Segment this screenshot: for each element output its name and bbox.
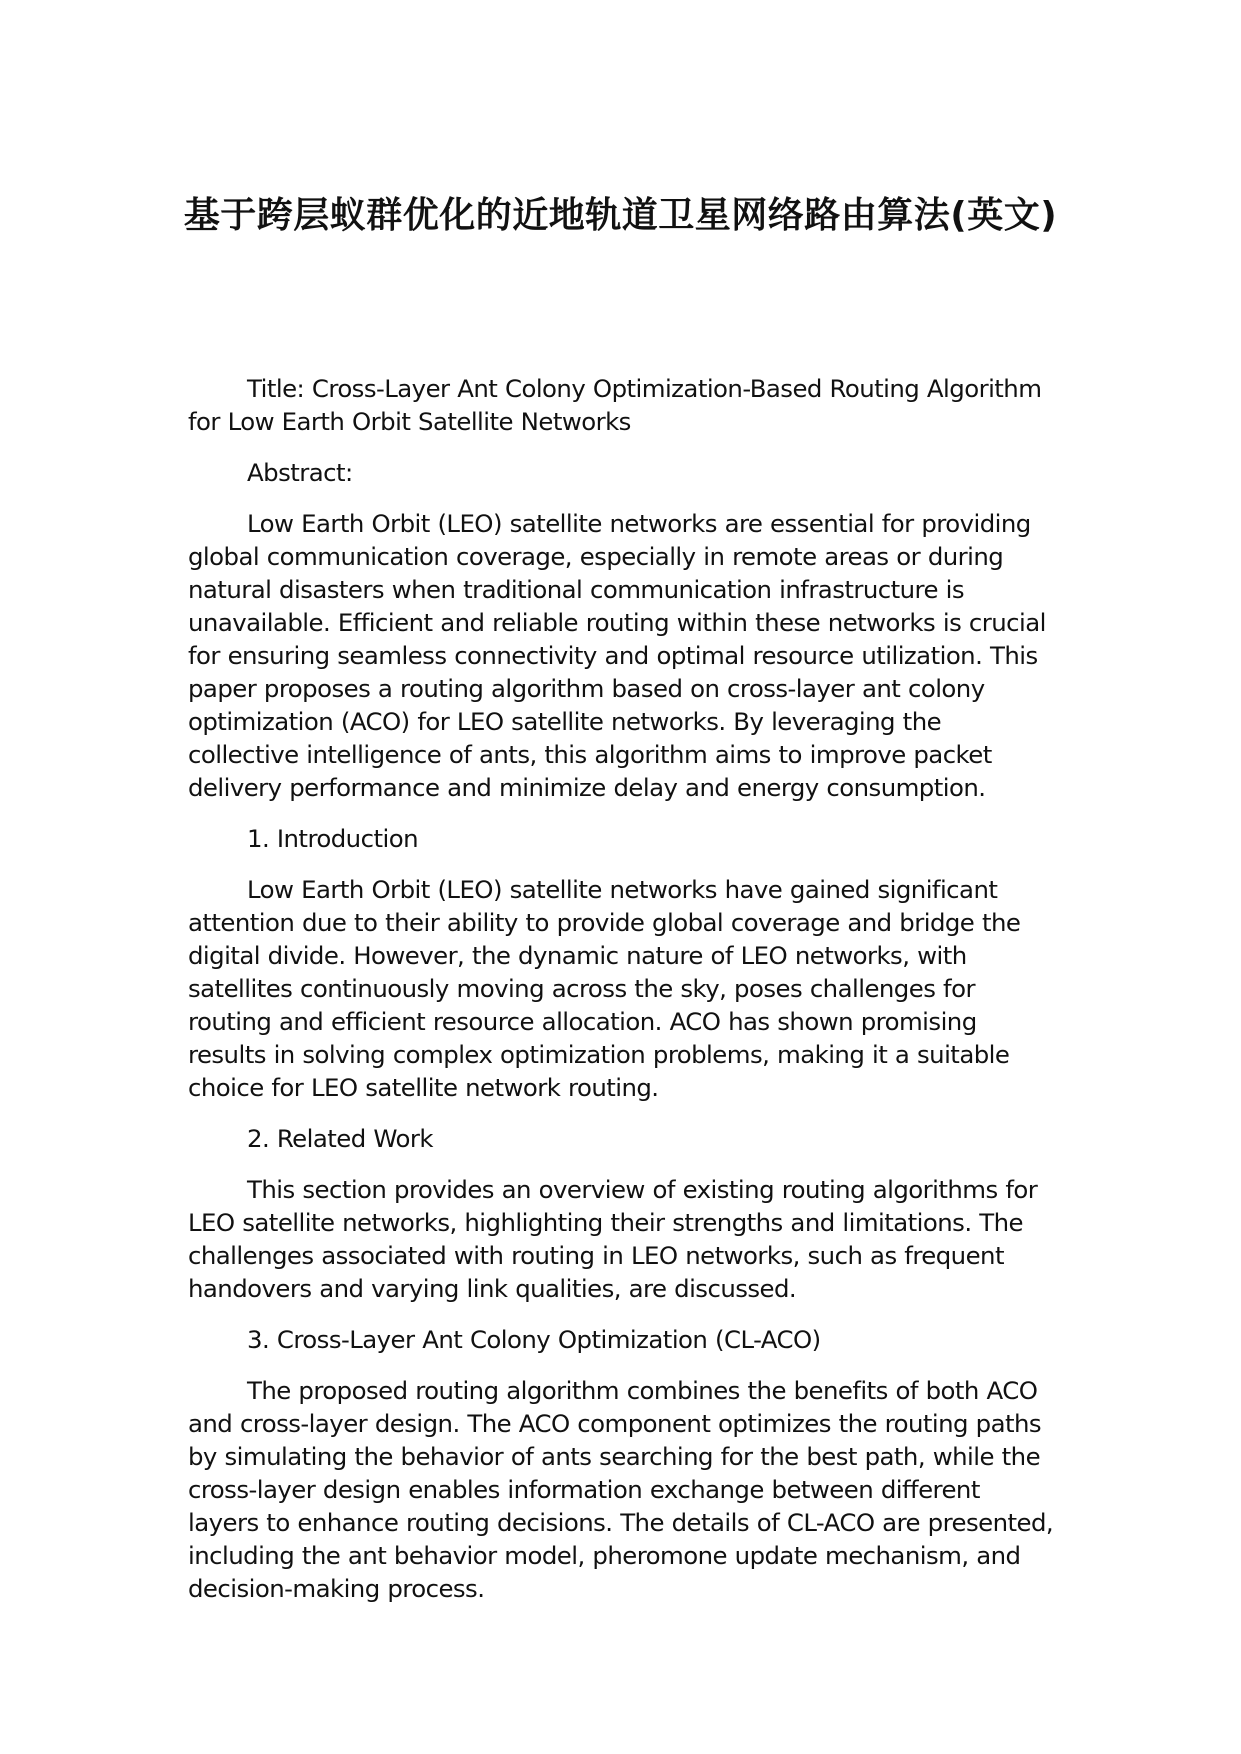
document-title: 基于跨层蚁群优化的近地轨道卫星网络路由算法(英文) bbox=[183, 195, 1058, 236]
abstract-paragraph: Low Earth Orbit (LEO) satellite networks are essential for providing global communication coverage, especially in remote areas or during natural disasters when traditional communication infrastructure is unavailable. Efficient and reliable routing within these networks is crucial for ensuring seamless connectivity and optimal resource utilization. This paper proposes a routing algorithm based on cross-layer ant colony optimization (ACO) for LEO satellite networks. By leveraging the collective intelligence of ants, this algorithm aims to improve packet delivery performance and minimize delay and energy consumption. bbox=[188, 509, 1046, 802]
section-paragraph-introduction: Low Earth Orbit (LEO) satellite networks have gained significant attention due to their ability to provide global coverage and bridge the digital divide. However, the dynamic nature of LEO networks, with satellites continuously moving across the sky, poses challenges for routing and efficient resource allocation. ACO has shown promising results in solving complex optimization problems, making it a suitable choice for LEO satellite network routing. bbox=[188, 875, 1021, 1102]
section-paragraph-cl-aco: The proposed routing algorithm combines the benefits of both ACO and cross-layer design. The ACO component optimizes the routing paths by simulating the behavior of ants searching for the best path, while the cross-layer design enables information exchange between different layers to enhance routing decisions. The details of CL-ACO are presented, including the ant behavior model, pheromone update mechanism, and decision-making process. bbox=[188, 1376, 1054, 1603]
english-title: Title: Cross-Layer Ant Colony Optimization-Based Routing Algorithm for Low Earth Orbit Satellite Networks bbox=[188, 374, 1042, 436]
section-heading-cl-aco: 3. Cross-Layer Ant Colony Optimization (CL-ACO) bbox=[247, 1325, 821, 1354]
abstract-heading: Abstract: bbox=[247, 458, 353, 487]
section-heading-related-work: 2. Related Work bbox=[247, 1124, 433, 1153]
section-paragraph-related-work: This section provides an overview of existing routing algorithms for LEO satellite networks, highlighting their strengths and limitations. The challenges associated with routing in LEO networks, such as frequent handovers and varying link qualities, are discussed. bbox=[188, 1175, 1038, 1303]
document-body bbox=[188, 372, 1058, 1623]
section-heading-introduction: 1. Introduction bbox=[247, 824, 418, 853]
